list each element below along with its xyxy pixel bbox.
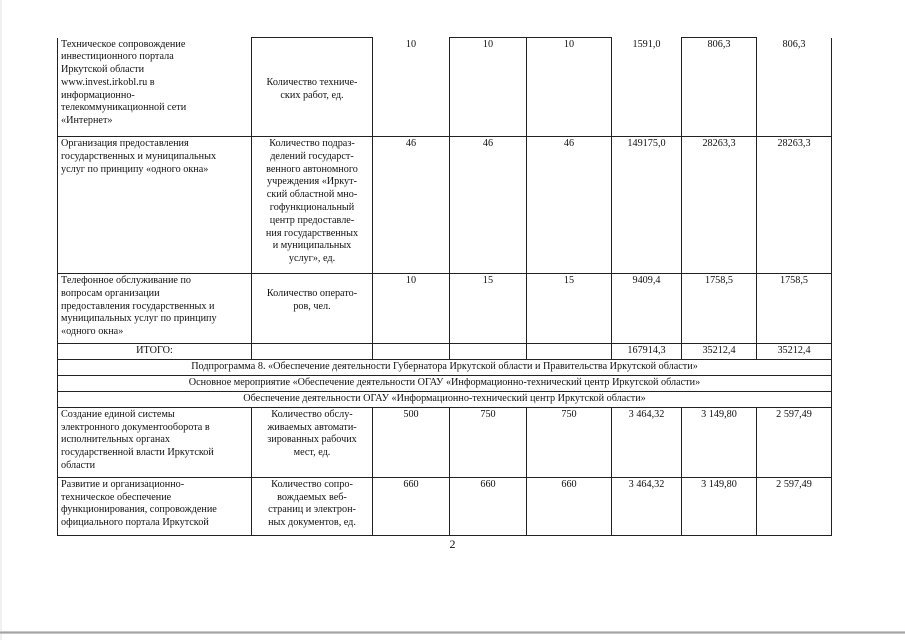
row-indicator: Количество сопро- вождаемых веб- страниц и электрон- ных документов, ед. (252, 477, 373, 535)
row-funding-1: 149175,0 (612, 137, 682, 274)
row-funding-2: 1758,5 (682, 274, 757, 344)
row-value-1: 10 (373, 38, 450, 137)
total-empty-cell (527, 344, 612, 360)
row-funding-2: 3 149,80 (682, 407, 757, 477)
total-funding-2: 35212,4 (682, 344, 757, 360)
row-value-1: 10 (373, 274, 450, 344)
row-description: Телефонное обслуживание по вопросам организации предоставления государственных и муниципальных услуг по принципу «одного окна» (58, 274, 252, 344)
subprogram-header: Подпрограмма 8. «Обеспечение деятельности Губернатора Иркутской области и Правительства Иркутской области» (58, 359, 832, 375)
subprogram-header-row (58, 359, 832, 375)
row-funding-2: 806,3 (682, 38, 757, 137)
scan-edge-bottom (0, 631, 905, 634)
table-row (58, 477, 832, 535)
table-row (58, 38, 832, 137)
provision-header: Обеспечение деятельности ОГАУ «Информационно-технический центр Иркутской области» (58, 391, 832, 407)
page-number: 2 (449, 537, 456, 551)
row-value-3: 46 (527, 137, 612, 274)
row-value-3: 660 (527, 477, 612, 535)
budget-table (57, 37, 832, 536)
row-value-2: 660 (450, 477, 527, 535)
main-activity-header: Основное мероприятие «Обеспечение деятельности ОГАУ «Информационно-технический центр Иркутской области» (58, 375, 832, 391)
row-description: Развитие и организационно- техническое обеспечение функционирования, сопровождение официального портала Иркутской (58, 477, 252, 535)
total-funding-3: 35212,4 (757, 344, 832, 360)
main-activity-header-row (58, 375, 832, 391)
row-indicator: Количество операто- ров, чел. (252, 274, 373, 344)
total-label: ИТОГО: (58, 344, 252, 360)
row-funding-2: 28263,3 (682, 137, 757, 274)
total-empty-cell (252, 344, 373, 360)
row-funding-3: 1758,5 (757, 274, 832, 344)
row-value-2: 750 (450, 407, 527, 477)
row-value-1: 500 (373, 407, 450, 477)
row-indicator: Количество техниче- ских работ, ед. (252, 38, 373, 137)
row-indicator: Количество подраз- делений государст- венного автономного учреждения «Иркут- ский областной мно- гофункциональный центр предоставле- ния государственных и муниципальных услуг», ед. (252, 137, 373, 274)
row-funding-1: 3 464,32 (612, 407, 682, 477)
total-row (58, 344, 832, 360)
row-funding-1: 1591,0 (612, 38, 682, 137)
table-row (58, 274, 832, 344)
row-description: Техническое сопровождение инвестиционного портала Иркутской области www.invest.irkobl.ru в информационно- телекоммуникационной сети «Интернет» (58, 38, 252, 137)
table-row (58, 137, 832, 274)
row-value-3: 15 (527, 274, 612, 344)
row-description: Создание единой системы электронного документооборота в исполнительных органах государственной власти Иркутской области (58, 407, 252, 477)
row-value-2: 46 (450, 137, 527, 274)
row-funding-1: 3 464,32 (612, 477, 682, 535)
row-value-2: 10 (450, 38, 527, 137)
row-funding-3: 806,3 (757, 38, 832, 137)
row-funding-3: 2 597,49 (757, 407, 832, 477)
row-funding-2: 3 149,80 (682, 477, 757, 535)
row-description: Организация предоставления государственных и муниципальных услуг по принципу «одного окна» (58, 137, 252, 274)
total-funding-1: 167914,3 (612, 344, 682, 360)
table-row (58, 407, 832, 477)
row-value-3: 750 (527, 407, 612, 477)
total-empty-cell (373, 344, 450, 360)
row-value-3: 10 (527, 38, 612, 137)
row-indicator: Количество обслу- живаемых автомати- зированных рабочих мест, ед. (252, 407, 373, 477)
row-funding-1: 9409,4 (612, 274, 682, 344)
row-value-2: 15 (450, 274, 527, 344)
provision-header-row (58, 391, 832, 407)
row-value-1: 46 (373, 137, 450, 274)
row-value-1: 660 (373, 477, 450, 535)
row-funding-3: 28263,3 (757, 137, 832, 274)
row-funding-3: 2 597,49 (757, 477, 832, 535)
total-empty-cell (450, 344, 527, 360)
